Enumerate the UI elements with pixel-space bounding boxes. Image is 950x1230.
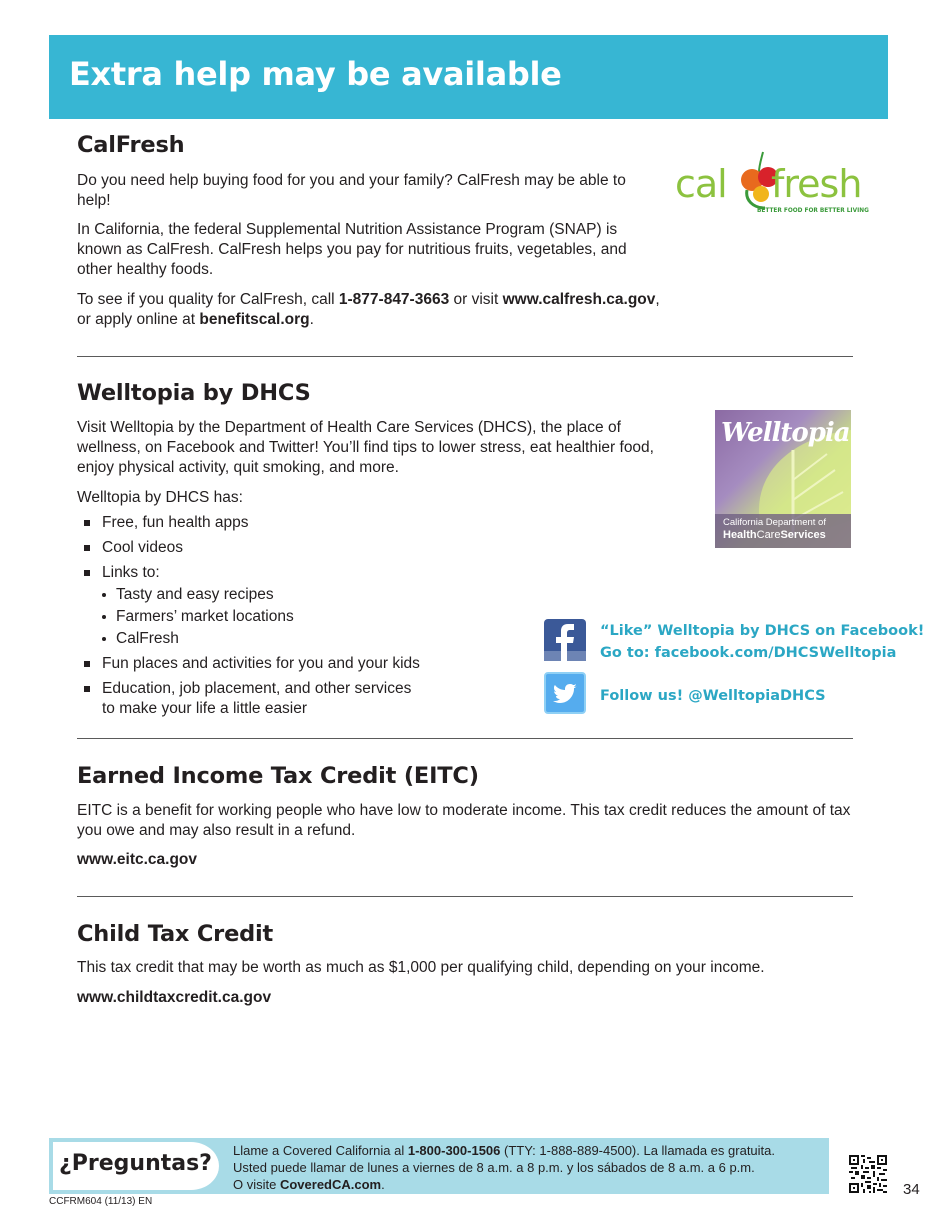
divider bbox=[77, 738, 853, 739]
welltopia-title: Welltopia by DHCS bbox=[77, 380, 311, 406]
welltopia-logo-org-line1: California Department of bbox=[723, 517, 826, 528]
divider bbox=[77, 896, 853, 897]
child-tax-title: Child Tax Credit bbox=[77, 921, 274, 947]
footer-phone[interactable]: 1-800-300-1506 bbox=[407, 1143, 501, 1158]
calfresh-logo-fresh: fresh bbox=[771, 162, 862, 206]
welltopia-list bbox=[82, 513, 442, 719]
facebook-text[interactable] bbox=[600, 620, 924, 664]
calfresh-title: CalFresh bbox=[77, 132, 185, 158]
list-item: Free, fun health apps bbox=[82, 513, 442, 533]
preguntas-label: ¿Preguntas? bbox=[59, 1151, 212, 1176]
welltopia-logo-org-line2: HealthCareServices bbox=[723, 529, 826, 541]
page-number: 34 bbox=[903, 1181, 920, 1198]
list-item: Links to: bbox=[82, 563, 442, 583]
calfresh-paragraph-2: In California, the federal Supplemental Nutrition Assistance Program (SNAP) is known as CalFresh. CalFresh helps you pay for nutritious fruits, vegetables, and other healthy foods. bbox=[77, 221, 627, 278]
welltopia-logo-word: Welltopia bbox=[721, 418, 850, 448]
preguntas-tab bbox=[49, 1138, 219, 1194]
form-code: CCFRM604 (11/13) EN bbox=[49, 1196, 153, 1207]
eitc-paragraph: EITC is a benefit for working people who have low to moderate income. This tax credit reduces the amount of tax you owe and may also result in a refund. bbox=[77, 802, 851, 839]
calfresh-phone[interactable]: 1-877-847-3663 bbox=[338, 291, 450, 308]
divider bbox=[77, 356, 853, 357]
calfresh-paragraph-1: Do you need help buying food for you and your family? CalFresh may be able to help! bbox=[77, 172, 626, 209]
sub-list-item: CalFresh bbox=[82, 629, 442, 649]
list-item: Fun places and activities for you and your kids bbox=[82, 654, 442, 674]
facebook-url-line[interactable]: Go to: facebook.com/DHCSWelltopia bbox=[600, 645, 897, 661]
facebook-like-line[interactable]: “Like” Welltopia by DHCS on Facebook! bbox=[600, 623, 925, 639]
welltopia-has-label: Welltopia by DHCS has: bbox=[77, 489, 243, 506]
list-item: Education, job placement, and other services to make your life a little easier bbox=[82, 679, 427, 719]
sub-list-item: Tasty and easy recipes bbox=[82, 585, 442, 605]
eitc-link[interactable]: www.eitc.ca.gov bbox=[77, 851, 198, 868]
footer-contact-text: Llame a Covered California al 1-800-300-1506 (TTY: 1-888-889-4500). La llamada es gratuita. Usted puede llamar de lunes a viernes de 8 a.m. a 8 p.m. y los sábados de 8 a.m. a 6 p.m. O visite CoveredCA.com. bbox=[233, 1143, 775, 1192]
calfresh-logo bbox=[675, 150, 869, 220]
facebook-icon[interactable] bbox=[544, 619, 586, 661]
welltopia-logo bbox=[715, 410, 851, 548]
qr-code-icon bbox=[849, 1155, 887, 1193]
child-tax-link[interactable]: www.childtaxcredit.ca.gov bbox=[77, 989, 272, 1006]
welltopia-paragraph: Visit Welltopia by the Department of Health Care Services (DHCS), the place of wellness, on Facebook and Twitter! You’ll find tips to lower stress, eat healthier food, enjoy physical activity, quit smoking, and more. bbox=[77, 419, 654, 476]
calfresh-paragraph-3: To see if you quality for CalFresh, call 1-877-847-3663 or visit www.calfresh.ca.gov, or apply online at benefitscal.org. bbox=[77, 291, 660, 328]
child-tax-paragraph: This tax credit that may be worth as much as $1,000 per qualifying child, depending on your income. bbox=[77, 959, 765, 976]
header-banner bbox=[49, 35, 888, 119]
sub-list-item: Farmers’ market locations bbox=[82, 607, 442, 627]
twitter-icon[interactable] bbox=[544, 672, 586, 714]
calfresh-website-link[interactable]: www.calfresh.ca.gov bbox=[502, 291, 656, 308]
page-title: Extra help may be available bbox=[69, 55, 562, 93]
twitter-follow-text[interactable]: Follow us! @WelltopiaDHCS bbox=[600, 688, 826, 704]
calfresh-logo-tagline: BETTER FOOD FOR BETTER LIVING bbox=[757, 208, 869, 214]
eitc-title: Earned Income Tax Credit (EITC) bbox=[77, 763, 479, 789]
footer-website-link[interactable]: CoveredCA.com bbox=[279, 1177, 382, 1192]
benefitscal-link[interactable]: benefitscal.org bbox=[199, 311, 310, 328]
calfresh-logo-cal: cal bbox=[675, 162, 727, 206]
list-item: Cool videos bbox=[82, 538, 442, 558]
